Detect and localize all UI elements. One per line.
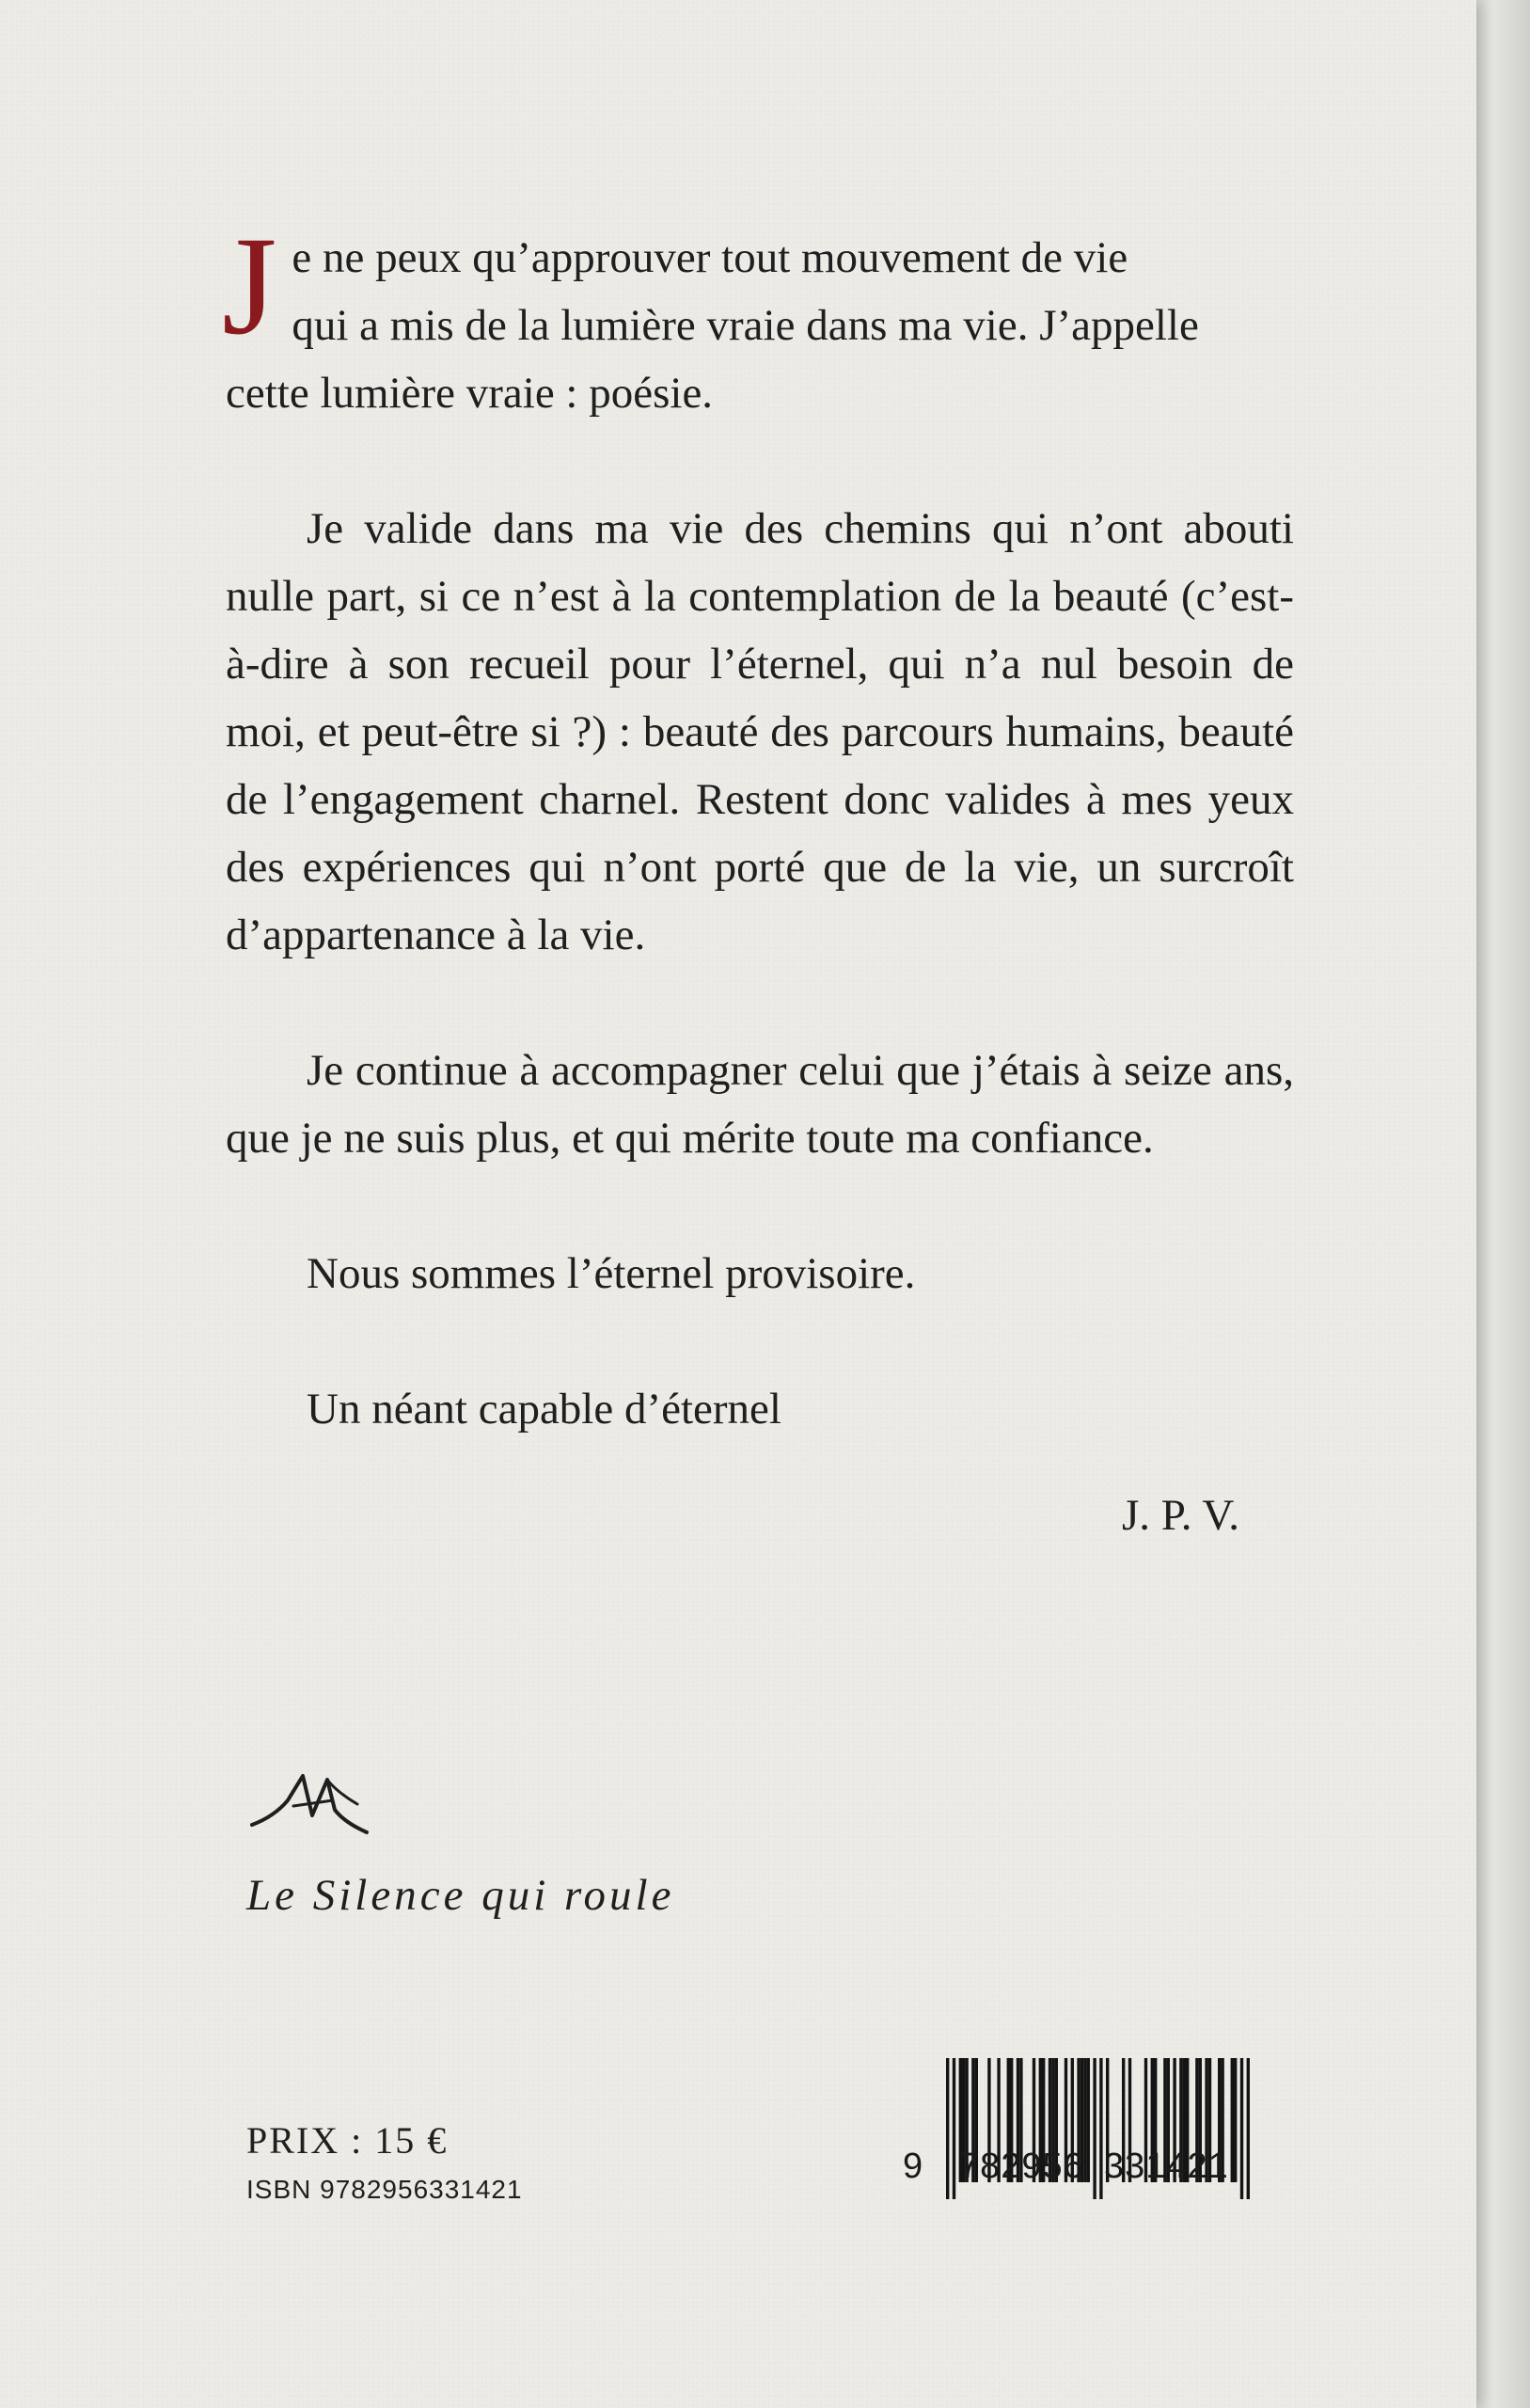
paragraph-3: Je continue à accompagner celui que j’étais à seize ans, que je ne suis plus, et qui mérite toute ma confiance.: [226, 1046, 1294, 1163]
paragraph-5: Un néant capable d’éternel: [307, 1385, 781, 1434]
page-edge: [1476, 0, 1530, 2408]
paragraph-1: [222, 208, 1294, 427]
barcode-right-group: 331421: [1104, 2147, 1229, 2186]
barcode-digits: [901, 2147, 1296, 2194]
blurb-text: [222, 208, 1294, 1443]
paragraph-1-line-2: qui a mis de la lumière vraie dans ma vie. J’appelle: [292, 301, 1199, 350]
price-label: PRIX : 15 €: [246, 2119, 449, 2162]
barcode-lead-digit: 9: [903, 2147, 924, 2186]
publisher-name: Le Silence qui roule: [246, 1871, 675, 1920]
paragraph-4: Nous sommes l’éternel provisoire.: [307, 1249, 916, 1298]
author-signature: J. P. V.: [1121, 1491, 1239, 1540]
paragraph-2: Je valide dans ma vie des chemins qui n’ont abouti nulle part, si ce n’est à la contemplation de la beauté (c’est-à-dire à son recueil pour l’éternel, qui n’a nul besoin de moi, et peut-être si ?) : beauté des parcours humains, beauté de l’engagement charnel. Restent donc valides à mes yeux des expériences qui n’ont porté que de la vie, un surcroît d’appartenance à la vie.: [226, 504, 1294, 959]
isbn-label: ISBN 9782956331421: [246, 2175, 523, 2204]
paragraph-1-line-3: cette lumière vraie : poésie.: [226, 369, 714, 418]
barcode-left-group: 782956: [959, 2147, 1084, 2186]
publisher-logo-icon: [246, 1763, 378, 1838]
paragraph-1-line-1: e ne peux qu’approuver tout mouvement de vie: [292, 233, 1128, 282]
drop-cap: J: [222, 208, 277, 364]
